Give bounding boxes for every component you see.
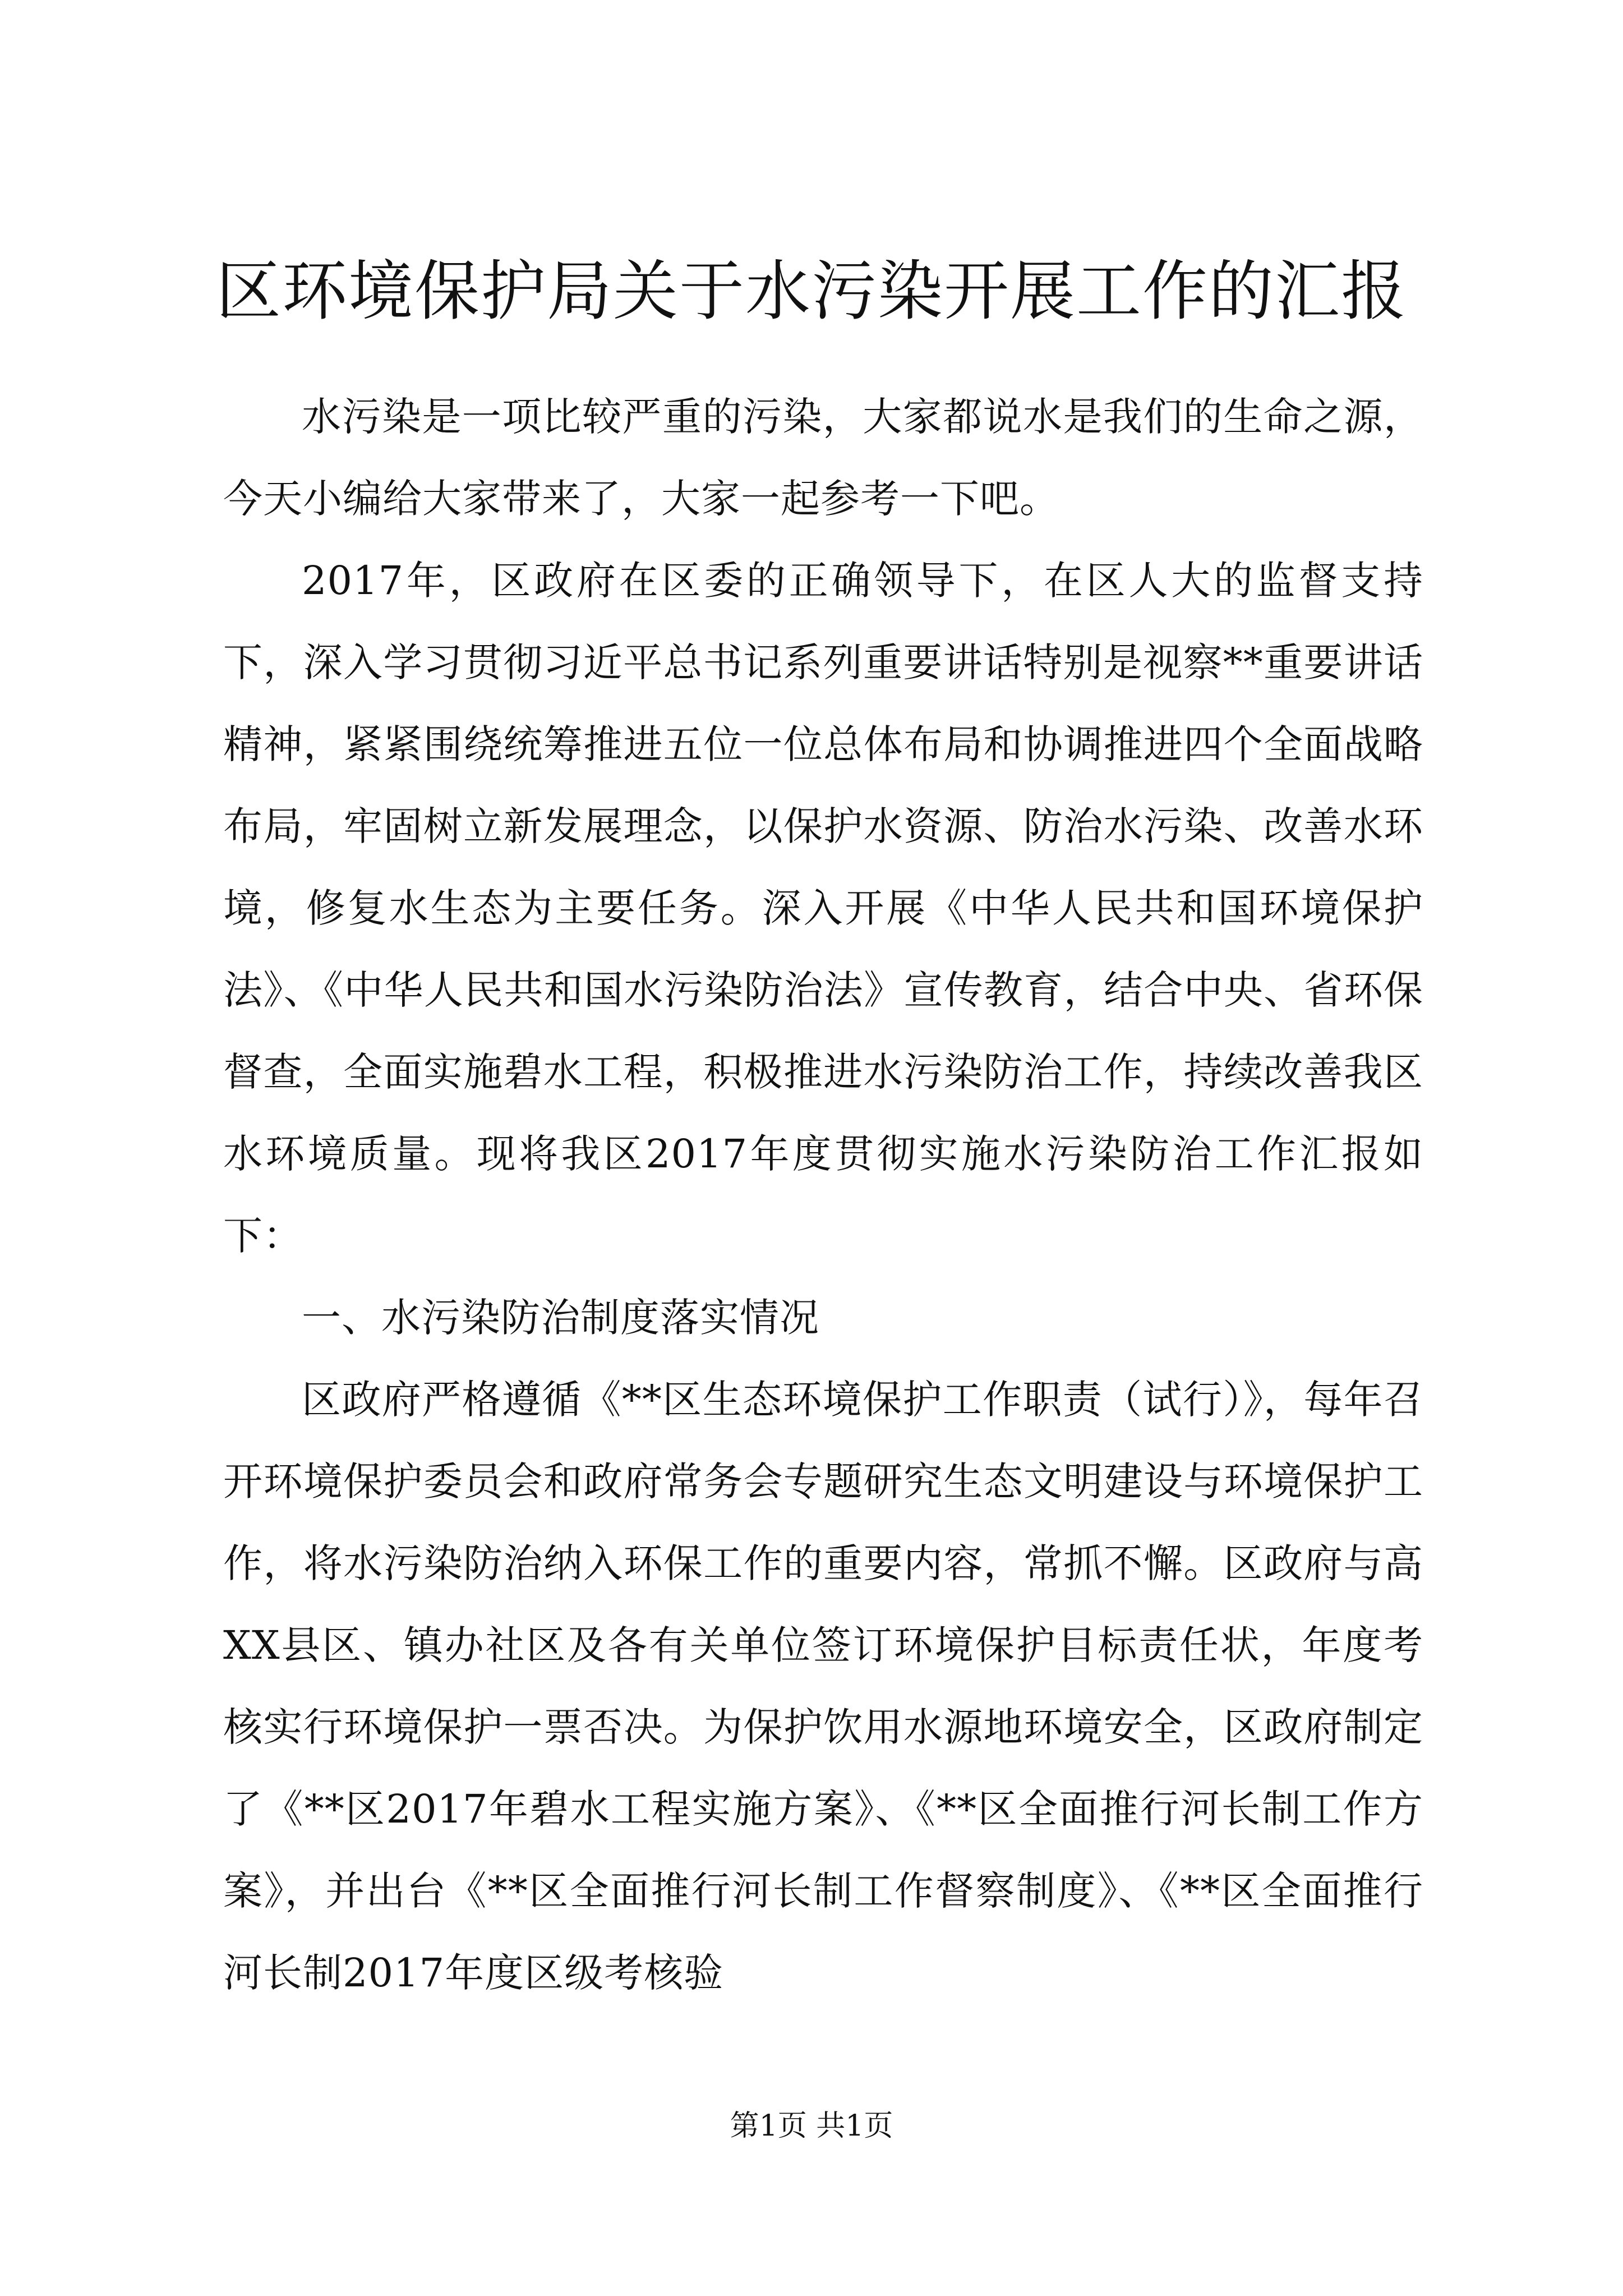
section-1-paragraph: 区政府严格遵循《**区生态环境保护工作职责（试行）》，每年召开环境保护委员会和政府常务会专题研究生态文明建设与环境保护工作，将水污染防治纳入环保工作的重要内容，常抓不懈。区政府与高XX县区、镇办社区及各有关单位签订环境保护目标责任状，年度考核实行环境保护一票否决。为保护饮用水源地环境安全，区政府制定了《**区2017年碧水工程实施方案》、《**区全面推行河长制工作方案》，并出台《**区全面推行河长制工作督察制度》、《**区全面推行河长制2017年度区级考核验 (223, 1377, 1423, 1996)
section-heading-1: 一、水污染防治制度落实情况 (302, 1295, 819, 1341)
document-body (223, 376, 1423, 2014)
document-title: 区环境保护局关于水污染开展工作的汇报 (216, 254, 1407, 329)
intro-paragraph: 水污染是一项比较严重的污染，大家都说水是我们的生命之源，今天小编给大家带来了，大家一起参考一下吧。 (223, 394, 1423, 522)
overview-paragraph: 2017年，区政府在区委的正确领导下，在区人大的监督支持下，深入学习贯彻习近平总书记系列重要讲话特别是视察**重要讲话精神，紧紧围绕统筹推进五位一位总体布局和协调推进四个全面战略布局，牢固树立新发展理念，以保护水资源、防治水污染、改善水环境，修复水生态为主要任务。深入开展《中华人民共和国环境保护法》、《中华人民共和国水污染防治法》宣传教育，结合中央、省环保督查，全面实施碧水工程，积极推进水污染防治工作，持续改善我区水环境质量。现将我区2017年度贯彻实施水污染防治工作汇报如下： (223, 558, 1423, 1259)
page-footer: 第1页 共1页 (730, 2109, 893, 2143)
